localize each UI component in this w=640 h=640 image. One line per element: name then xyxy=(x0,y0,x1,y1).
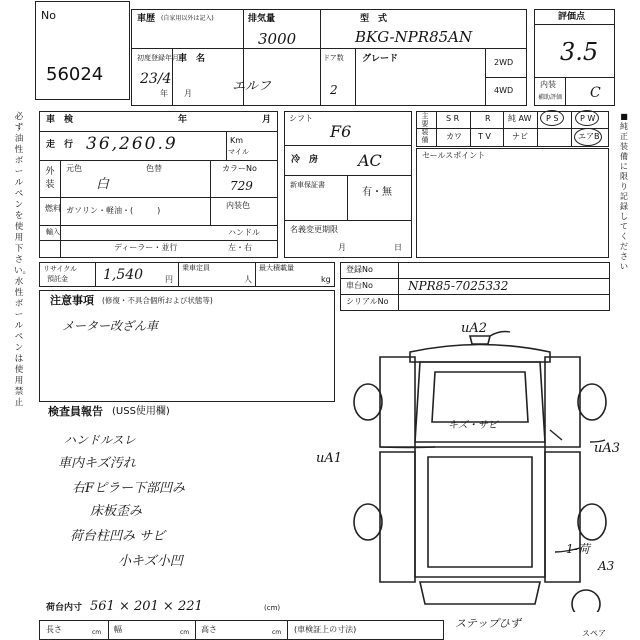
grade-label: グレード xyxy=(362,54,399,64)
interior-value: C xyxy=(590,85,601,101)
length-cm: cm xyxy=(92,629,102,636)
displacement-label: 排気量 xyxy=(248,14,276,24)
score-label: 評価点 xyxy=(558,12,586,22)
month-unit: 月 xyxy=(184,89,192,98)
diagram-label-ua1: uA1 xyxy=(316,451,343,466)
diagram-label-1-nidai: 1-荷 xyxy=(566,542,590,556)
serial-no-label: シリアルNo xyxy=(346,297,389,306)
chassis-no-label: 車台No xyxy=(346,281,373,290)
year-unit: 年 xyxy=(160,89,168,98)
unit-km: Km xyxy=(230,136,244,145)
drive-4wd: 4WD xyxy=(494,86,514,95)
mileage-label: 走 行 xyxy=(46,140,74,150)
load-unit: kg xyxy=(321,275,331,284)
interior-label: 内装 xyxy=(540,80,556,89)
dimensions-label: 荷台内寸 xyxy=(46,603,83,613)
interior-color-label: 内装色 xyxy=(226,201,250,210)
dimensions-value: 561 × 201 × 221 xyxy=(90,599,203,614)
ps-circle xyxy=(540,110,564,126)
height-cm: cm xyxy=(272,629,282,636)
load-label: 最大積載量 xyxy=(259,264,294,272)
chassis-no-value: NPR85-7025332 xyxy=(408,279,509,293)
color-change-label: 色替 xyxy=(146,164,162,173)
new-car-warranty-label: 新車保証書 xyxy=(290,181,325,189)
sales-point-box xyxy=(416,148,609,258)
recycle-sub: 預託金 xyxy=(47,275,68,283)
interior-sub: 補助評価 xyxy=(538,94,563,101)
reg-no-label: 登録No xyxy=(346,265,373,274)
main-equipment-label: 主要装備 xyxy=(421,112,429,144)
no-label: No xyxy=(41,9,56,22)
pw-circle xyxy=(575,110,599,126)
inspector-line-2: 車内キズ汚れ xyxy=(58,456,136,471)
doors-value: 2 xyxy=(330,83,338,97)
truck-diagram xyxy=(340,312,620,612)
drive-2wd: 2WD xyxy=(494,58,514,67)
length-label: 長さ xyxy=(46,625,62,634)
side-note: 必ず油性ボールペンを使用下さい。水性ボールペンは使用禁止 xyxy=(14,112,32,408)
first-reg-label: 初度登録年月 xyxy=(137,54,179,62)
import-value: ディーラー・並行 xyxy=(114,243,178,252)
model-label: 型 式 xyxy=(360,14,388,24)
displacement-value: 3000 xyxy=(258,30,297,48)
shift-label: シフト xyxy=(289,114,313,123)
notes-title: 注意事項 xyxy=(50,294,94,307)
name-label: 車 名 xyxy=(178,54,206,64)
width-label: 幅 xyxy=(114,625,122,634)
color-label: 装 xyxy=(45,180,55,190)
recycle-value: 1,540 xyxy=(103,267,144,283)
dimensions-note: (車検証上の寸法) xyxy=(294,625,357,634)
width-cm: cm xyxy=(180,629,190,636)
dimensions-unit: (cm) xyxy=(264,604,281,612)
ac-value: AC xyxy=(358,151,382,170)
doors-label: ドア数 xyxy=(323,54,344,62)
change-date-label: 名義変更期限 xyxy=(290,225,338,234)
equip-ps: P S xyxy=(546,114,559,123)
diagram-label-step: ステップひず xyxy=(455,617,521,630)
notes-subtitle: (修復・不具合個所および状態等) xyxy=(102,296,213,305)
diagram-label-a3: A3 xyxy=(598,559,615,573)
warranty-value: 有・無 xyxy=(362,187,392,198)
equip-aw: 純 AW xyxy=(508,114,532,123)
shift-value: F6 xyxy=(330,122,352,141)
inspector-line-5: 荷台柱凹み サビ xyxy=(70,529,166,544)
ac-label: 冷 房 xyxy=(291,155,319,165)
shaken-label: 車 検 xyxy=(46,115,74,125)
diagram-label-kizu-sabi: キズ・サビ xyxy=(448,420,498,431)
sales-point-label: セールスポイント xyxy=(422,151,486,160)
lot-number: 56024 xyxy=(46,64,104,85)
recycle-yen: 円 xyxy=(165,275,173,284)
shaken-month: 月 xyxy=(262,115,272,125)
airbag-circle xyxy=(574,128,602,146)
change-day: 日 xyxy=(394,243,402,252)
vehicle-history-note: (自家用以外は記入) xyxy=(161,15,214,22)
equip-navi: ナビ xyxy=(512,132,528,141)
equip-leather: カワ xyxy=(446,132,462,141)
inspector-line-1: ハンドルスレ xyxy=(64,433,136,447)
recycle-label: リサイクル xyxy=(43,265,78,273)
mileage-value: 36,260.9 xyxy=(86,134,178,154)
color-no-label: カラーNo xyxy=(222,164,257,173)
inspector-line-4: 床板歪み xyxy=(90,504,143,519)
equip-airbag: エアB xyxy=(578,132,600,141)
height-label: 高さ xyxy=(201,625,217,634)
outer-label: 外 xyxy=(45,167,55,177)
first-reg-value: 23/4 xyxy=(140,71,172,87)
import-label: 輸入 xyxy=(46,228,60,236)
vehicle-history-label: 車歴 xyxy=(137,14,156,24)
fuel-label: 燃料 xyxy=(45,204,61,213)
name-value: エルフ xyxy=(232,79,272,94)
capacity-label: 乗車定員 xyxy=(182,264,210,272)
handle-label: ハンドル xyxy=(228,228,260,237)
inspector-line-6: 小キズ小凹 xyxy=(118,554,183,569)
diagram-label-ua3: uA3 xyxy=(594,441,621,456)
original-color-label: 元色 xyxy=(66,164,82,173)
model-value: BKG-NPR85AN xyxy=(355,28,473,46)
equip-r: R xyxy=(485,114,491,123)
capacity-unit: 人 xyxy=(244,275,252,284)
right-note: ■純正装備に限り記録してください xyxy=(620,112,628,271)
notes-line1: メーター改ざん車 xyxy=(62,319,159,333)
diagram-label-spare: スペア xyxy=(582,629,606,638)
shaken-year: 年 xyxy=(178,115,188,125)
score-value: 3.5 xyxy=(560,38,599,66)
original-color-value: 白 xyxy=(96,177,110,192)
inspector-line-3: 右Fピラー下部凹み xyxy=(72,481,186,496)
equip-pw: P W xyxy=(580,114,596,123)
equip-tv: T V xyxy=(478,132,491,141)
handle-value: 左・右 xyxy=(228,243,252,252)
equip-sr: S R xyxy=(446,114,460,123)
inspector-title: 検査員報告 xyxy=(48,405,103,418)
diagram-label-ua2: uA2 xyxy=(461,321,488,336)
color-no-value: 729 xyxy=(230,179,253,193)
fuel-value: ガソリン・軽油・( ) xyxy=(66,206,161,215)
inspector-subtitle: (USS使用欄) xyxy=(112,406,170,417)
change-month: 月 xyxy=(338,243,346,252)
unit-mile: マイル xyxy=(228,148,249,156)
